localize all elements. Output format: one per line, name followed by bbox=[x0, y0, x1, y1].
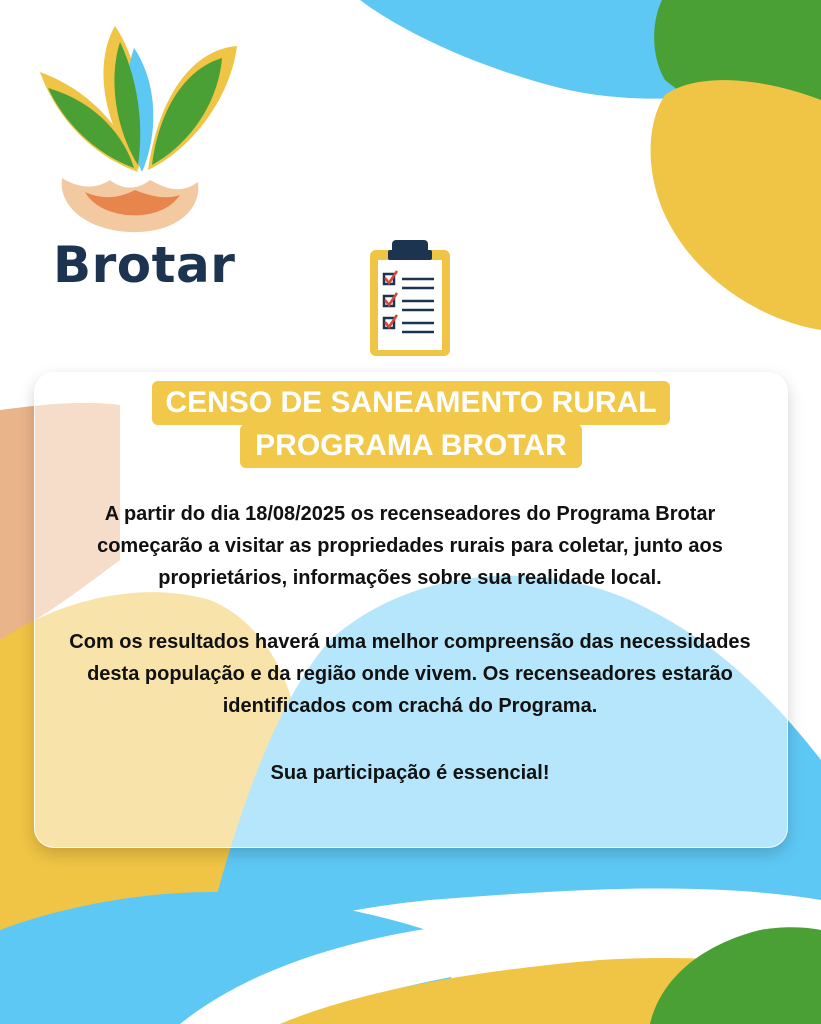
notice-title-line1: CENSO DE SANEAMENTO RURAL bbox=[152, 381, 670, 425]
notice-paragraph-1: A partir do dia 18/08/2025 os recenseadores do Programa Brotar começarão a visitar as propriedades rurais para coletar, junto aos proprietários, informações sobre sua realidade local. bbox=[97, 503, 723, 589]
notice-title-line2: PROGRAMA BROTAR bbox=[240, 424, 582, 468]
clipboard-checklist-icon bbox=[366, 238, 454, 360]
notice-paragraph-3: Sua participação é essencial! bbox=[270, 762, 550, 784]
notice-paragraph-2: Com os resultados haverá uma melhor compreensão das necessidades desta população e da região onde vivem. Os recenseadores estarão identificados com crachá do Programa. bbox=[69, 631, 751, 717]
brand-name: Brotar bbox=[53, 236, 236, 294]
